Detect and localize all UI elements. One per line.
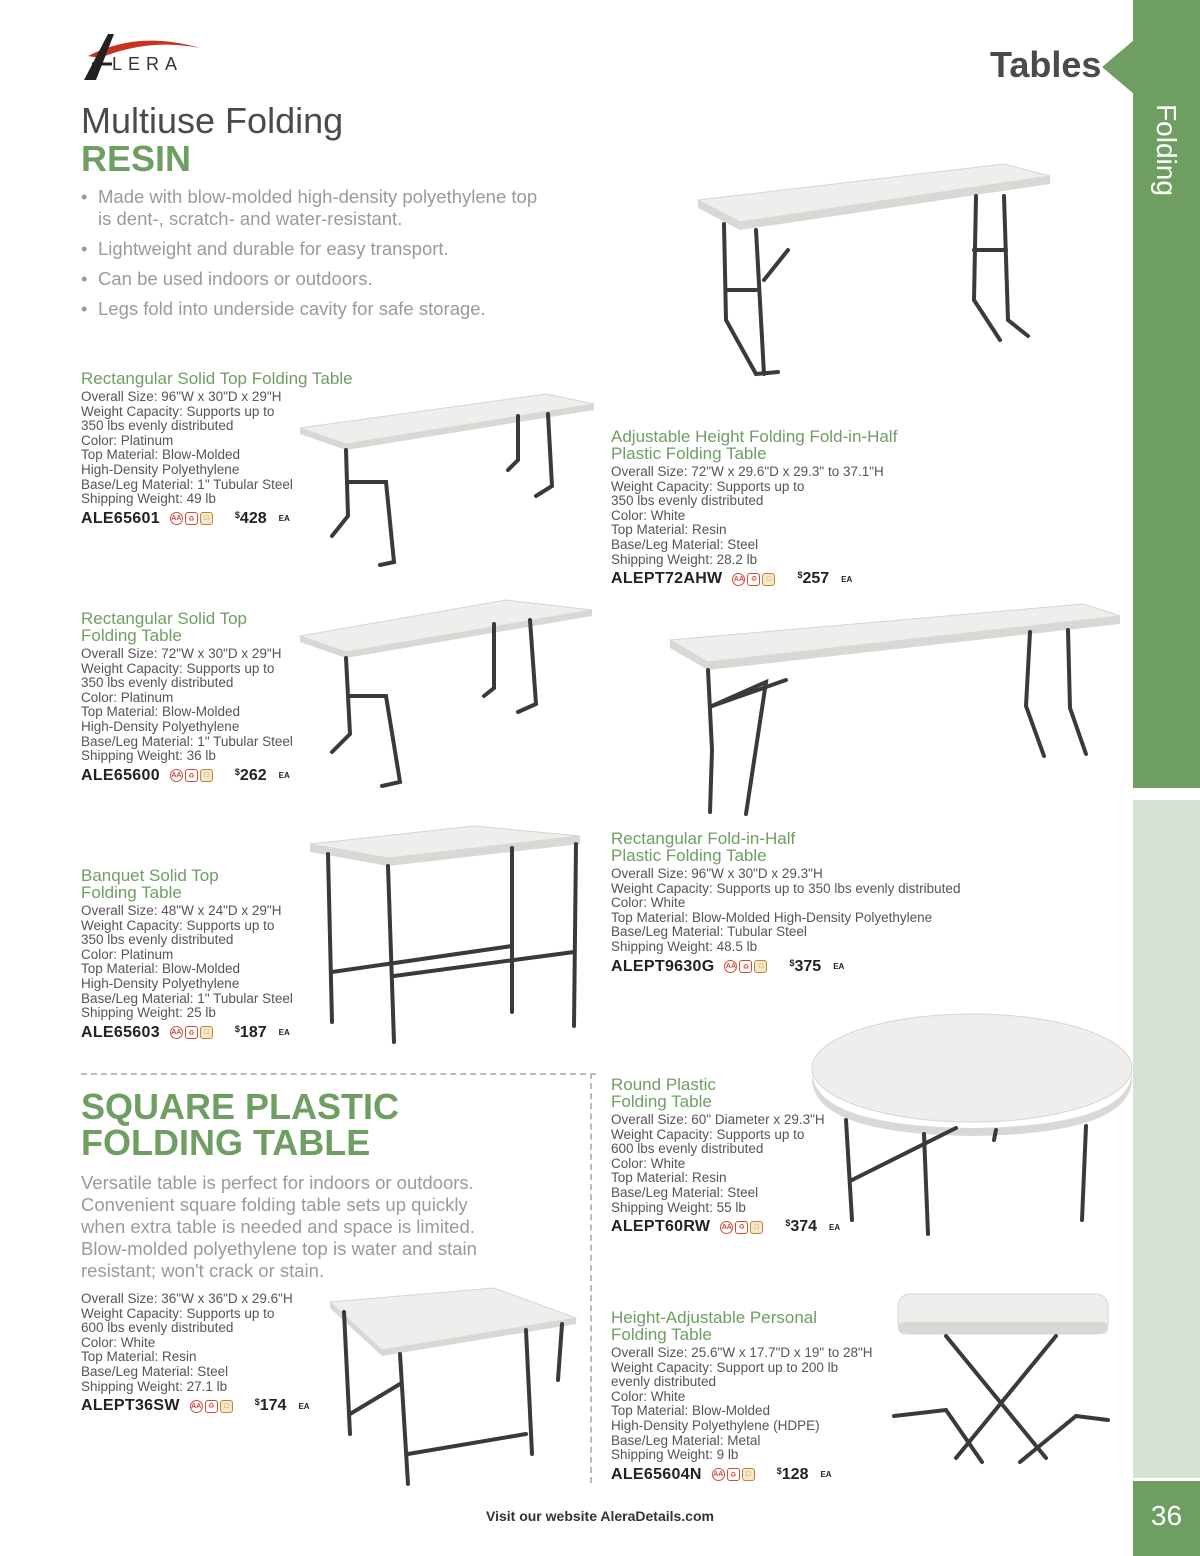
feature-list bbox=[81, 186, 541, 328]
product-icons bbox=[720, 1221, 763, 1234]
product-spec: Top Material: Resin bbox=[611, 1170, 727, 1186]
product-spec: High-Density Polyethylene bbox=[81, 975, 240, 991]
product-block bbox=[81, 1292, 310, 1415]
product-spec: Overall Size: 72"W x 29.6"D x 29.3" to 37.1"H bbox=[611, 464, 884, 479]
table-image bbox=[666, 600, 1126, 818]
feature-bullet: • Lightweight and durable for easy transport. bbox=[81, 238, 541, 260]
price-unit: EA bbox=[841, 574, 853, 584]
product-spec: Color: Platinum bbox=[81, 689, 174, 705]
product-spec: Weight Capacity: Supports up to bbox=[81, 660, 275, 676]
price-unit: EA bbox=[278, 514, 290, 524]
table-image bbox=[326, 1284, 582, 1500]
aa-certified-icon: AA bbox=[712, 1468, 725, 1481]
product-spec: Overall Size: 72"W x 30"D x 29"H bbox=[81, 646, 282, 661]
product-price: $428 bbox=[234, 509, 267, 527]
product-block bbox=[611, 428, 897, 588]
product-block bbox=[81, 610, 293, 785]
product-price: $262 bbox=[234, 766, 267, 784]
product-sku: ALE65604N bbox=[611, 1465, 702, 1483]
product-sku: ALEPT36SW bbox=[81, 1397, 180, 1415]
product-icons bbox=[170, 1026, 213, 1039]
product-spec: Color: Platinum bbox=[81, 946, 174, 962]
product-spec: Shipping Weight: 36 lb bbox=[81, 748, 216, 764]
product-order-row bbox=[81, 767, 293, 785]
product-spec: 600 lbs evenly distributed bbox=[611, 1141, 764, 1157]
shipping-box-icon: □ bbox=[200, 769, 213, 782]
product-spec: Base/Leg Material: Steel bbox=[81, 1363, 229, 1379]
product-spec: Color: White bbox=[611, 895, 686, 911]
aa-certified-icon: AA bbox=[190, 1400, 203, 1413]
shipping-box-icon: □ bbox=[742, 1468, 755, 1481]
product-spec: Weight Capacity: Supports up to bbox=[611, 1126, 805, 1142]
product-spec: 350 lbs evenly distributed bbox=[611, 493, 764, 509]
product-spec: 350 lbs evenly distributed bbox=[81, 675, 234, 691]
product-spec: Weight Capacity: Supports up to bbox=[81, 917, 275, 933]
product-price: $187 bbox=[234, 1023, 267, 1041]
shipping-box-icon: □ bbox=[220, 1400, 233, 1413]
feature-bullet: • Can be used indoors or outdoors. bbox=[81, 268, 541, 290]
recycle-icon: ♻ bbox=[735, 1221, 748, 1234]
recycle-icon: ♻ bbox=[747, 573, 760, 586]
price-unit: EA bbox=[820, 1470, 832, 1480]
product-order-row bbox=[611, 958, 960, 976]
product-spec: Color: White bbox=[611, 507, 686, 523]
product-title: Rectangular Fold-in-Half bbox=[611, 829, 796, 848]
product-title: Folding Table bbox=[611, 1325, 712, 1344]
product-spec: High-Density Polyethylene bbox=[81, 461, 240, 477]
product-spec: Top Material: Resin bbox=[81, 1349, 197, 1365]
product-icons bbox=[170, 769, 213, 782]
tab-arrow bbox=[1102, 40, 1134, 94]
product-spec: 350 lbs evenly distributed bbox=[81, 418, 234, 434]
product-spec: Shipping Weight: 48.5 lb bbox=[611, 938, 758, 954]
product-sku: ALE65603 bbox=[81, 1023, 160, 1041]
product-title: Folding Table bbox=[611, 1092, 712, 1111]
product-spec: Top Material: Blow-Molded bbox=[81, 704, 241, 720]
product-title: Height-Adjustable Personal bbox=[611, 1308, 818, 1327]
product-icons bbox=[732, 573, 775, 586]
recycle-icon: ♻ bbox=[185, 512, 198, 525]
recycle-icon: ♻ bbox=[185, 1026, 198, 1039]
product-spec: Top Material: Blow-Molded bbox=[81, 961, 241, 977]
product-title: Banquet Solid Top bbox=[81, 866, 219, 885]
product-spec: Top Material: Blow-Molded bbox=[81, 447, 241, 463]
product-price: $128 bbox=[776, 1465, 809, 1483]
product-spec: Overall Size: 48"W x 24"D x 29"H bbox=[81, 903, 282, 918]
footer-website-link[interactable]: Visit our website AleraDetails.com bbox=[486, 1508, 714, 1524]
feature-bullet: • Made with blow-molded high-density polyethylene top is dent-, scratch- and water-resistant. bbox=[81, 186, 541, 230]
product-spec: Base/Leg Material: 1" Tubular Steel bbox=[81, 733, 293, 749]
product-spec: Top Material: Blow-Molded High-Density Polyethylene bbox=[611, 909, 933, 925]
product-spec: Shipping Weight: 55 lb bbox=[611, 1199, 746, 1215]
price-unit: EA bbox=[833, 962, 845, 972]
aa-certified-icon: AA bbox=[170, 769, 183, 782]
aa-certified-icon: AA bbox=[170, 1026, 183, 1039]
product-icons bbox=[712, 1468, 755, 1481]
table-image bbox=[306, 822, 596, 1052]
aa-certified-icon: AA bbox=[732, 573, 745, 586]
product-title: Folding Table bbox=[81, 626, 182, 645]
page-number: 36 bbox=[1150, 1500, 1183, 1531]
product-block bbox=[611, 1309, 873, 1484]
recycle-icon: ♻ bbox=[727, 1468, 740, 1481]
product-spec: Top Material: Resin bbox=[611, 522, 727, 538]
price-unit: EA bbox=[278, 771, 290, 781]
product-title: Plastic Folding Table bbox=[611, 444, 767, 463]
product-spec: evenly distributed bbox=[611, 1374, 717, 1390]
product-order-row bbox=[611, 570, 897, 588]
product-price: $174 bbox=[254, 1397, 287, 1415]
product-spec: High-Density Polyethylene (HDPE) bbox=[611, 1417, 820, 1433]
recycle-icon: ♻ bbox=[205, 1400, 218, 1413]
product-spec: Overall Size: 60" Diameter x 29.3"H bbox=[611, 1112, 825, 1127]
subsection-label: Folding bbox=[1151, 104, 1182, 196]
section-tab-light bbox=[1133, 800, 1200, 1478]
product-order-row bbox=[81, 1024, 293, 1042]
feature-bullet: • Legs fold into underside cavity for safe storage. bbox=[81, 298, 541, 320]
product-spec: Color: White bbox=[81, 1334, 156, 1350]
product-spec: Base/Leg Material: Steel bbox=[611, 1184, 759, 1200]
shipping-box-icon: □ bbox=[200, 1026, 213, 1039]
recycle-icon: ♻ bbox=[185, 769, 198, 782]
product-spec: Color: White bbox=[611, 1388, 686, 1404]
product-spec: Shipping Weight: 25 lb bbox=[81, 1005, 216, 1021]
product-spec: Weight Capacity: Supports up to 350 lbs evenly distributed bbox=[611, 880, 961, 896]
shipping-box-icon: □ bbox=[750, 1221, 763, 1234]
product-spec: Shipping Weight: 28.2 lb bbox=[611, 551, 758, 567]
product-spec: Overall Size: 96"W x 30"D x 29"H bbox=[81, 389, 282, 404]
product-spec: 350 lbs evenly distributed bbox=[81, 932, 234, 948]
product-block bbox=[611, 830, 960, 976]
product-spec: Color: White bbox=[611, 1155, 686, 1171]
section-divider bbox=[81, 1073, 596, 1075]
product-title: Folding Table bbox=[81, 883, 182, 902]
table-image bbox=[694, 160, 1054, 390]
product-sku: ALEPT9630G bbox=[611, 957, 715, 975]
product-title: Rectangular Solid Top Folding Table bbox=[81, 369, 353, 388]
product-icons bbox=[190, 1400, 233, 1413]
product-price: $375 bbox=[789, 957, 822, 975]
product-icons bbox=[170, 512, 213, 525]
product-spec: Weight Capacity: Supports up to bbox=[81, 1305, 275, 1321]
product-spec: Weight Capacity: Supports up to bbox=[81, 403, 275, 419]
section-title: Tables bbox=[990, 44, 1102, 85]
shipping-box-icon: □ bbox=[762, 573, 775, 586]
product-title: Round Plastic bbox=[611, 1075, 716, 1094]
brand-name: LERA bbox=[112, 54, 184, 74]
price-unit: EA bbox=[298, 1401, 310, 1411]
shipping-box-icon: □ bbox=[754, 960, 767, 973]
product-sku: ALE65600 bbox=[81, 766, 160, 784]
product-spec: Base/Leg Material: Metal bbox=[611, 1432, 761, 1448]
page-title-accent: RESIN bbox=[81, 138, 192, 179]
price-unit: EA bbox=[829, 1222, 841, 1232]
product-spec: Color: Platinum bbox=[81, 432, 174, 448]
product-sku: ALEPT72AHW bbox=[611, 570, 723, 588]
product-price: $257 bbox=[797, 570, 830, 588]
product-block bbox=[81, 867, 293, 1042]
product-spec: Shipping Weight: 49 lb bbox=[81, 491, 216, 507]
product-icons bbox=[724, 960, 767, 973]
product-spec: Overall Size: 96"W x 30"D x 29.3"H bbox=[611, 866, 823, 881]
price-unit: EA bbox=[278, 1028, 290, 1038]
product-order-row bbox=[81, 1397, 310, 1415]
aa-certified-icon: AA bbox=[724, 960, 737, 973]
feature-title: SQUARE PLASTIC bbox=[81, 1086, 400, 1127]
product-spec: Top Material: Blow-Molded bbox=[611, 1403, 771, 1419]
product-title: Adjustable Height Folding Fold-in-Half bbox=[611, 427, 898, 446]
product-spec: Base/Leg Material: Tubular Steel bbox=[611, 924, 807, 940]
recycle-icon: ♻ bbox=[739, 960, 752, 973]
product-title: Rectangular Solid Top bbox=[81, 609, 248, 628]
product-title: Plastic Folding Table bbox=[611, 846, 767, 865]
product-spec: Base/Leg Material: 1" Tubular Steel bbox=[81, 476, 293, 492]
table-image bbox=[296, 390, 596, 570]
table-image bbox=[886, 1288, 1120, 1484]
aa-certified-icon: AA bbox=[170, 512, 183, 525]
shipping-box-icon: □ bbox=[200, 512, 213, 525]
product-spec: Shipping Weight: 9 lb bbox=[611, 1447, 739, 1463]
product-sku: ALEPT60RW bbox=[611, 1218, 711, 1236]
page-title: Multiuse Folding bbox=[81, 100, 344, 141]
table-image bbox=[806, 1010, 1136, 1242]
product-spec: 600 lbs evenly distributed bbox=[81, 1320, 234, 1336]
table-image bbox=[296, 596, 596, 796]
product-spec: Weight Capacity: Supports up to bbox=[611, 478, 805, 494]
column-divider bbox=[590, 1073, 592, 1483]
product-spec: Shipping Weight: 27.1 lb bbox=[81, 1378, 228, 1394]
product-spec: Overall Size: 25.6"W x 17.7"D x 19" to 28"H bbox=[611, 1345, 873, 1360]
feature-title: FOLDING TABLE bbox=[81, 1122, 371, 1163]
product-order-row bbox=[611, 1466, 873, 1484]
product-spec: Overall Size: 36"W x 36"D x 29.6"H bbox=[81, 1291, 293, 1306]
aa-certified-icon: AA bbox=[720, 1221, 733, 1234]
product-sku: ALE65601 bbox=[81, 509, 160, 527]
product-price: $374 bbox=[785, 1218, 818, 1236]
product-spec: High-Density Polyethylene bbox=[81, 718, 240, 734]
feature-description: Versatile table is perfect for indoors or outdoors. Convenient square folding table sets up quickly when extra table is needed and space is limited. Blow-molded polyethylene top is water and stain resistant; won't crack or stain. bbox=[81, 1172, 477, 1281]
product-spec: Base/Leg Material: 1" Tubular Steel bbox=[81, 990, 293, 1006]
product-spec: Base/Leg Material: Steel bbox=[611, 536, 759, 552]
product-spec: Weight Capacity: Support up to 200 lb bbox=[611, 1359, 839, 1375]
